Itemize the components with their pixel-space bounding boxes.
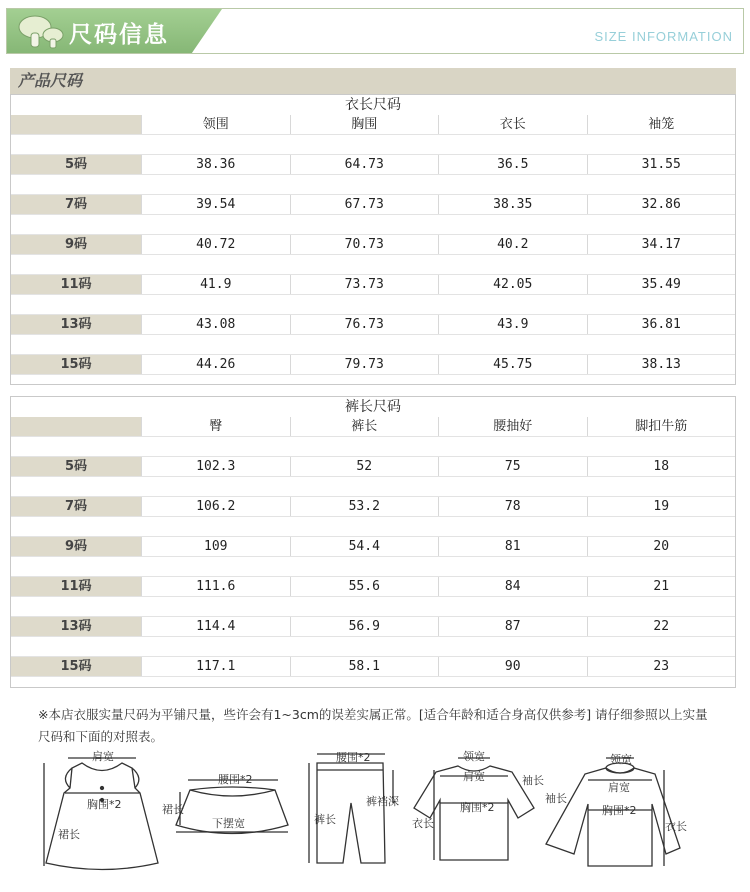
row-spacer <box>11 517 735 536</box>
table-cell: 22 <box>587 617 736 636</box>
table-cell: 41.9 <box>141 275 290 294</box>
row-spacer <box>11 557 735 576</box>
table-cell: 21 <box>587 577 736 596</box>
column-header: 衣长 <box>438 115 587 134</box>
table-cell: 40.72 <box>141 235 290 254</box>
size-label: 11码 <box>11 577 141 596</box>
header-corner <box>11 417 141 436</box>
table-row <box>11 617 735 636</box>
dress-chest-label: 胸围*2 <box>87 798 122 811</box>
table-cell: 106.2 <box>141 497 290 516</box>
table-cell: 54.4 <box>290 537 439 556</box>
column-header: 胸围 <box>290 115 439 134</box>
row-spacer <box>11 255 735 274</box>
skirt-waist-label: 腰围*2 <box>218 773 253 786</box>
skirt-hem-label: 下摆宽 <box>212 817 245 830</box>
table-cell: 114.4 <box>141 617 290 636</box>
table-cell: 90 <box>438 657 587 676</box>
row-spacer <box>11 597 735 616</box>
table-cell: 53.2 <box>290 497 439 516</box>
table-cell: 79.73 <box>290 355 439 374</box>
pants-waist-label: 腰围*2 <box>336 751 371 764</box>
row-spacer <box>11 295 735 314</box>
table-row <box>11 235 735 254</box>
table-row <box>11 355 735 374</box>
longsleeve-sleeve-label: 袖长 <box>545 792 567 805</box>
table-cell: 23 <box>587 657 736 676</box>
table-cell: 75 <box>438 457 587 476</box>
table-cell: 87 <box>438 617 587 636</box>
table-cell: 64.73 <box>290 155 439 174</box>
header-subtitle: SIZE INFORMATION <box>594 29 733 44</box>
header-corner <box>11 115 141 134</box>
table-cell: 102.3 <box>141 457 290 476</box>
column-header: 脚扣牛筋 <box>587 417 736 436</box>
row-spacer <box>11 477 735 496</box>
table-cell: 70.73 <box>290 235 439 254</box>
table-cell: 36.81 <box>587 315 736 334</box>
dress-diagram <box>40 748 170 878</box>
table-cell: 76.73 <box>290 315 439 334</box>
table-row <box>11 275 735 294</box>
table-cell: 67.73 <box>290 195 439 214</box>
table-cell: 78 <box>438 497 587 516</box>
table-cell: 31.55 <box>587 155 736 174</box>
row-spacer <box>11 215 735 234</box>
table-cell: 84 <box>438 577 587 596</box>
section-title: 产品尺码 <box>10 68 736 94</box>
column-header: 臀 <box>141 417 290 436</box>
table-cell: 81 <box>438 537 587 556</box>
measurement-note: ※本店衣服实量尺码为平铺尺量，些许会有1~3cm的误差实属正常。[适合年龄和适合身高仅供参考] 请仔细参照以上实量尺码和下面的对照表。 <box>38 707 708 744</box>
table-cell: 58.1 <box>290 657 439 676</box>
table-cell: 52 <box>290 457 439 476</box>
tshirt-sleeve-label: 袖长 <box>522 774 544 787</box>
table-cell: 73.73 <box>290 275 439 294</box>
table-row <box>11 537 735 556</box>
size-label: 9码 <box>11 537 141 556</box>
tshirt-collar-label: 领宽 <box>463 750 485 763</box>
bottom-table-header-row <box>11 417 735 436</box>
size-label: 11码 <box>11 275 141 294</box>
row-spacer <box>11 135 735 154</box>
table-cell: 38.13 <box>587 355 736 374</box>
table-row <box>11 497 735 516</box>
mushroom-icon <box>17 13 65 51</box>
skirt-length-label: 裙长 <box>162 803 184 816</box>
column-header: 袖笼 <box>587 115 736 134</box>
pants-length-label: 裤长 <box>314 813 336 826</box>
table-cell: 19 <box>587 497 736 516</box>
table-cell: 39.54 <box>141 195 290 214</box>
size-label: 5码 <box>11 155 141 174</box>
longsleeve-collar-label: 领宽 <box>610 753 632 766</box>
table-cell: 32.86 <box>587 195 736 214</box>
size-label: 9码 <box>11 235 141 254</box>
row-spacer <box>11 175 735 194</box>
size-label: 5码 <box>11 457 141 476</box>
table-cell: 20 <box>587 537 736 556</box>
dress-shoulder-label: 肩宽 <box>92 750 114 763</box>
top-table-caption: 衣长尺码 <box>345 97 401 113</box>
table-cell: 43.08 <box>141 315 290 334</box>
longsleeve-chest-label: 胸围*2 <box>602 804 637 817</box>
size-label: 15码 <box>11 657 141 676</box>
tshirt-shoulder-label: 肩宽 <box>463 770 485 783</box>
table-row <box>11 577 735 596</box>
table-cell: 38.36 <box>141 155 290 174</box>
tshirt-length-label: 衣长 <box>412 817 434 830</box>
row-spacer <box>11 637 735 656</box>
bottom-size-table <box>10 396 736 688</box>
longsleeve-length-label: 衣长 <box>665 820 687 833</box>
column-header: 腰抽好 <box>438 417 587 436</box>
table-cell: 117.1 <box>141 657 290 676</box>
table-cell: 18 <box>587 457 736 476</box>
table-cell: 44.26 <box>141 355 290 374</box>
table-cell: 35.49 <box>587 275 736 294</box>
top-size-table <box>10 94 736 385</box>
table-row <box>11 657 735 676</box>
table-cell: 56.9 <box>290 617 439 636</box>
dress-length-label: 裙长 <box>58 828 80 841</box>
size-label: 7码 <box>11 497 141 516</box>
column-header: 裤长 <box>290 417 439 436</box>
table-cell: 111.6 <box>141 577 290 596</box>
row-spacer <box>11 437 735 456</box>
tshirt-chest-label: 胸围*2 <box>460 801 495 814</box>
table-cell: 34.17 <box>587 235 736 254</box>
longsleeve-shoulder-label: 肩宽 <box>608 781 630 794</box>
size-label: 13码 <box>11 315 141 334</box>
column-header: 领围 <box>141 115 290 134</box>
size-label: 13码 <box>11 617 141 636</box>
row-spacer <box>11 335 735 354</box>
table-cell: 36.5 <box>438 155 587 174</box>
pants-rise-label: 裤裆深 <box>366 795 399 808</box>
table-cell: 42.05 <box>438 275 587 294</box>
header-title: 尺码信息 <box>69 22 169 48</box>
table-cell: 38.35 <box>438 195 587 214</box>
table-cell: 45.75 <box>438 355 587 374</box>
table-cell: 109 <box>141 537 290 556</box>
page-header <box>6 8 744 54</box>
table-cell: 40.2 <box>438 235 587 254</box>
bottom-table-caption: 裤长尺码 <box>345 399 401 415</box>
size-label: 15码 <box>11 355 141 374</box>
size-label: 7码 <box>11 195 141 214</box>
table-row <box>11 457 735 476</box>
table-cell: 43.9 <box>438 315 587 334</box>
table-row <box>11 315 735 334</box>
table-row <box>11 155 735 174</box>
table-cell: 55.6 <box>290 577 439 596</box>
table-row <box>11 195 735 214</box>
top-table-header-row <box>11 115 735 134</box>
